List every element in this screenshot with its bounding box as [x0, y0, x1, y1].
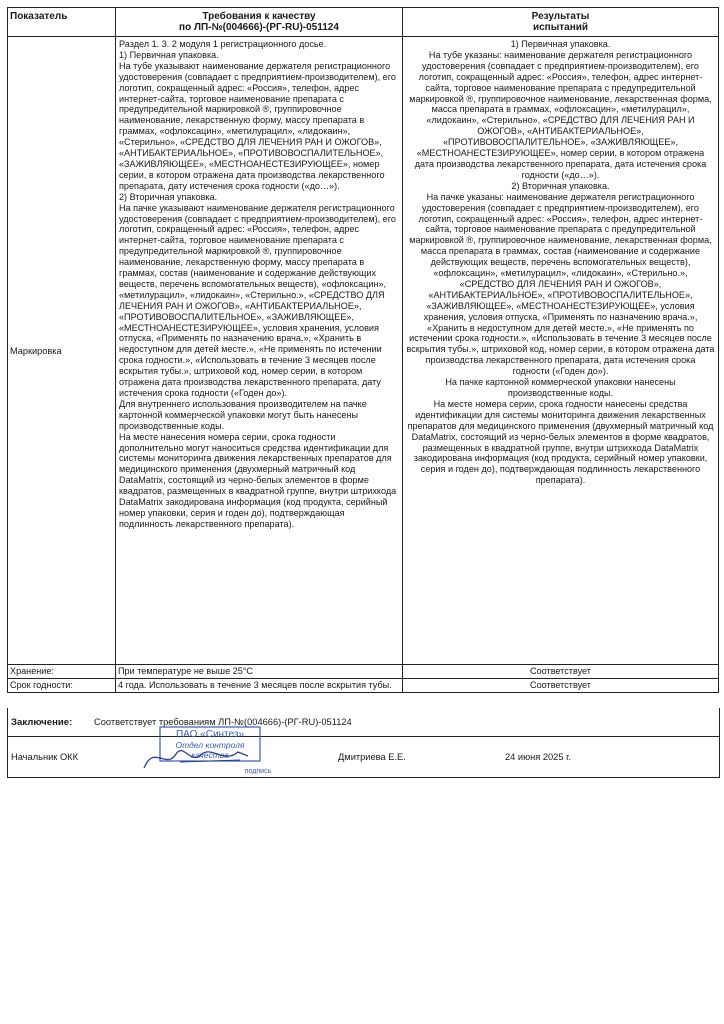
stamp-line2: Отдел контроля [175, 740, 245, 750]
req-paragraph: Раздел 1. 3. 2 модуля 1 регистрационного досье. [119, 39, 327, 49]
stamp-line1: ПАО «Синтез» [175, 729, 245, 740]
res-paragraph: 2) Вторичная упаковка. [511, 180, 610, 191]
res-paragraph: На месте номера серии, срока годности нанесены средства идентификации для системы мониторинга движения лекарственных препаратов для медицинского применения (двухмерный матричный код DataMatrix, состоящий из черно-белых элементов в форме квадратов, размещенных в квадратной группе, внутри штрихкода DataMatrix закодирована информация (код продукта, серийный номер упаковки, серия и годен до), подтверждающая подлинность лекарственного препарата). [407, 398, 714, 486]
req-paragraph: На тубе указывают наименование держателя регистрационного удостоверения (совпадает с предприятием-производителем), его логотип, сокращенный адрес: «Россия», телефон, адрес интернет-сайта, торговое наименование препарата с предупредительной маркировкой ®, группировочное наименование, лекарственную форму, массу препарата в граммах, «офлоксацин», «метилурацил», «лидокаин», «Стерильно», «СРЕДСТВО ДЛЯ ЛЕЧЕНИЯ РАН И ОЖОГОВ», «АНТИБАКТЕРИАЛЬНОЕ», «ПРОТИВОВОСПАЛИТЕЛЬНОЕ», «ЗАЖИВЛЯЮЩЕЕ», «МЕСТНОАНЕСТЕЗИРУЮЩЕЕ», номер серии, в котором отражена дата производства лекарственного препарата, дату истечения срока годности («до…»). [119, 60, 396, 191]
shelf-life-requirement: 4 года. Использовать в течение 3 месяцев после вскрытия тубы. [116, 678, 403, 692]
storage-result: Соответствует [403, 665, 719, 679]
qc-stamp [140, 724, 280, 776]
storage-label: Хранение: [8, 665, 116, 679]
shelf-life-result: Соответствует [403, 678, 719, 692]
header-results: Результаты испытаний [403, 8, 719, 37]
res-paragraph: На пачке картонной коммерческой упаковки нанесены производственные коды. [445, 377, 676, 398]
req-paragraph: На пачке указывают наименование держателя регистрационного удостоверения (совпадает с предприятием-производителем), его логотип, сокращенный адрес: «Россия», телефон, адрес интернет-сайта, торговое наименование препарата с предупредительной маркировкой ®, группировочное наименование, лекарственную форму, массу препарата в граммах, состав (наименование и содержание действующих веществ, перечень вспомогательных веществ), «офлоксацин», «метилурацил», «лидокаин», «Стерильно.», «СРЕДСТВО ДЛЯ ЛЕЧЕНИЯ РАН И ОЖОГОВ», «АНТИБАКТЕРИАЛЬНОЕ», «ПРОТИВОВОСПАЛИТЕЛЬНОЕ», «ЗАЖИВЛЯЮЩЕЕ», «МЕСТНОАНЕСТЕЗИРУЮЩЕЕ», условия хранения, условия отпуска, «Применять по назначению врача.», «Хранить в недоступном для детей месте.», «Не применять по истечении срока годности.», «Использовать в течение 3 месяцев после вскрытия тубы.», штриховой код, номер серии, в котором отражена дата производства лекарственного препарата, дату истечения срока годности («Годен до»). [119, 202, 396, 398]
signature-block [7, 736, 720, 778]
quality-table [7, 7, 719, 693]
marking-results [403, 37, 719, 665]
signature-date: 24 июня 2025 г. [505, 752, 571, 762]
header-row [8, 8, 719, 37]
marking-label: Маркировка [8, 37, 116, 665]
header-indicator: Показатель [8, 8, 116, 37]
conclusion-label: Заключение: [11, 717, 73, 728]
res-paragraph: На пачке указаны: наименование держателя регистрационного удостоверения (совпадает с предприятием-производителем), его логотип, сокращенный адрес: «Россия», телефон, адрес интернет-сайта, торговое наименование препарата с предупредительной маркировкой ®, группировочное наименование, лекарственная форма, масса препарата в граммах, состав (наименование и содержание действующих веществ, перечень вспомогательных веществ), «офлоксацин», «метилурацил», «лидокаин», «Стерильно.», «СРЕДСТВО ДЛЯ ЛЕЧЕНИЯ РАН И ОЖОГОВ», «АНТИБАКТЕРИАЛЬНОЕ», «ПРОТИВОВОСПАЛИТЕЛЬНОЕ», «ЗАЖИВЛЯЮЩЕЕ», «МЕСТНОАНЕСТЕЗИРУЮЩЕЕ», условия хранения, условия отпуска, «Применять по назначению врача.», «Хранить в недоступном для детей месте.», «Не применять по истечении срока годности.», «Использовать в течение 3 месяцев после вскрытия тубы.», штриховой код, номер серии, в котором отражена дата производства лекарственного препарата, дата истечения срока годности («Годен до»). [406, 191, 715, 377]
marking-row [8, 37, 719, 665]
signer-position: Начальник ОКК [11, 752, 79, 762]
req-paragraph: Для внутреннего использования производителем на пачке картонной коммерческой упаковки могут быть нанесены производственные коды. [119, 398, 367, 431]
signer-name: Дмитриева Е.Е. [338, 752, 406, 762]
shelf-life-label: Срок годности: [8, 678, 116, 692]
marking-requirements [116, 37, 403, 665]
req-paragraph: 1) Первичная упаковка. [119, 49, 219, 60]
req-paragraph: 2) Вторичная упаковка. [119, 191, 218, 202]
stamp-line3: качества [191, 750, 229, 760]
conclusion-value: Соответствует требованиям ЛП-№(004666)-(РГ-RU)-051124 [94, 717, 352, 727]
storage-requirement: При температуре не выше 25°С [116, 665, 403, 679]
req-paragraph: На месте нанесения номера серии, срока годности дополнительно могут наноситься средства идентификации для системы мониторинга движения лекарственных препаратов для медицинского применения (двухмерный матричный код DataMatrix, состоящий из черно-белых элементов в форме квадратов, размещенных в квадратной группе, внутри штрихкода DataMatrix закодирована информация (код продукта, серийный номер упаковки, серия и годен до), подтверждающая подлинность лекарственного препарата). [119, 431, 397, 529]
res-paragraph: На тубе указаны: наименование держателя регистрационного удостоверения (совпадает с предприятием-производителем), его логотип, сокращенный адрес: «Россия», телефон, адрес интернет-сайта, торговое наименование препарата с предупредительной маркировкой ®, группировочное наименование, лекарственная форма, масса препарата в граммах, «офлоксацин», «метилурацил», «лидокаин», «Стерильно», «СРЕДСТВО ДЛЯ ЛЕЧЕНИЯ РАН И ОЖОГОВ», «АНТИБАКТЕРИАЛЬНОЕ», «ПРОТИВОВОСПАЛИТЕЛЬНОЕ», «ЗАЖИВЛЯЮЩЕЕ», «МЕСТНОАНЕСТЕЗИРУЮЩЕЕ», номер серии, в котором отражена дата производства лекарственного препарата, дата истечения срока годности («до…»). [409, 49, 712, 180]
res-paragraph: 1) Первичная упаковка. [510, 39, 611, 49]
header-requirements: Требования к качеству по ЛП-№(004666)-(РГ-RU)-051124 [116, 8, 403, 37]
conclusion-block [7, 708, 720, 737]
stamp-caption: подпись [244, 768, 272, 775]
shelf-life-row [8, 678, 719, 692]
storage-row [8, 665, 719, 679]
